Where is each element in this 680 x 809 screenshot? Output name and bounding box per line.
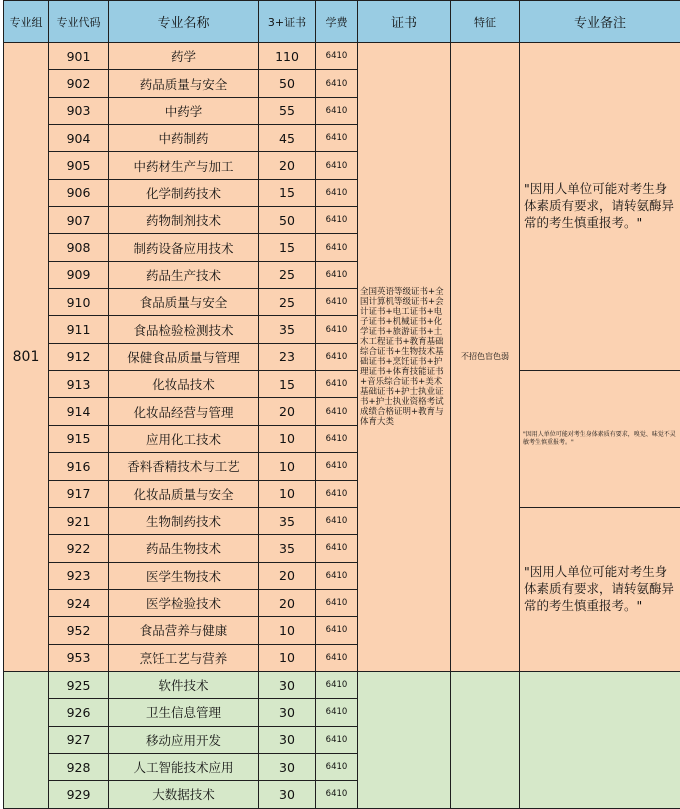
major-code: 923	[49, 562, 109, 589]
header-certificate: 证书	[358, 1, 451, 43]
major-code: 927	[49, 726, 109, 753]
major-code: 907	[49, 207, 109, 234]
major-name: 卫生信息管理	[109, 699, 259, 726]
major-name: 大数据技术	[109, 781, 259, 808]
quota: 55	[259, 97, 316, 124]
quota: 20	[259, 589, 316, 616]
table-row	[4, 507, 680, 534]
major-code: 929	[49, 781, 109, 808]
tuition-fee: 6410	[316, 589, 358, 616]
header-trait: 特征	[451, 1, 520, 43]
major-name: 药品生物技术	[109, 535, 259, 562]
quota: 10	[259, 617, 316, 644]
tuition-fee: 6410	[316, 425, 358, 452]
tuition-fee: 6410	[316, 753, 358, 780]
quota: 10	[259, 453, 316, 480]
major-name: 保健食品质量与管理	[109, 343, 259, 370]
group-801-body	[4, 43, 680, 672]
quota: 50	[259, 207, 316, 234]
table-row	[4, 671, 680, 698]
group-2-body	[4, 671, 680, 808]
tuition-fee: 6410	[316, 644, 358, 671]
tuition-fee: 6410	[316, 507, 358, 534]
header-quota: 3+证书	[259, 1, 316, 43]
quota: 45	[259, 125, 316, 152]
major-code: 908	[49, 234, 109, 261]
tuition-fee: 6410	[316, 261, 358, 288]
quota: 20	[259, 562, 316, 589]
tuition-fee: 6410	[316, 125, 358, 152]
major-code: 915	[49, 425, 109, 452]
tuition-fee: 6410	[316, 234, 358, 261]
major-code: 910	[49, 289, 109, 316]
quota: 30	[259, 699, 316, 726]
quota: 15	[259, 371, 316, 398]
major-code: 914	[49, 398, 109, 425]
major-code: 912	[49, 343, 109, 370]
quota: 15	[259, 179, 316, 206]
tuition-fee: 6410	[316, 671, 358, 698]
tuition-fee: 6410	[316, 617, 358, 644]
major-note-3: "因用人单位可能对考生身体素质有要求，请转氨酶异常的考生慎重报考。"	[520, 507, 680, 671]
quota: 35	[259, 535, 316, 562]
major-name: 药学	[109, 43, 259, 70]
certificate-requirements-2	[358, 671, 451, 808]
major-name: 医学生物技术	[109, 562, 259, 589]
major-code: 901	[49, 43, 109, 70]
header-code: 专业代码	[49, 1, 109, 43]
major-code: 928	[49, 753, 109, 780]
major-name: 化学制药技术	[109, 179, 259, 206]
header-group: 专业组	[4, 1, 49, 43]
major-name: 化妆品经营与管理	[109, 398, 259, 425]
major-note-4	[520, 671, 680, 808]
major-name: 药物制剂技术	[109, 207, 259, 234]
major-name: 移动应用开发	[109, 726, 259, 753]
quota: 25	[259, 289, 316, 316]
quota: 25	[259, 261, 316, 288]
major-name: 药品生产技术	[109, 261, 259, 288]
quota: 50	[259, 70, 316, 97]
major-code: 917	[49, 480, 109, 507]
major-name: 烹饪工艺与营养	[109, 644, 259, 671]
major-name: 食品检验检测技术	[109, 316, 259, 343]
tuition-fee: 6410	[316, 207, 358, 234]
major-code: 911	[49, 316, 109, 343]
major-code: 904	[49, 125, 109, 152]
quota: 20	[259, 152, 316, 179]
major-name: 化妆品质量与安全	[109, 480, 259, 507]
tuition-fee: 6410	[316, 562, 358, 589]
table-row	[4, 371, 680, 398]
header-name: 专业名称	[109, 1, 259, 43]
major-code: 906	[49, 179, 109, 206]
major-code: 916	[49, 453, 109, 480]
tuition-fee: 6410	[316, 726, 358, 753]
major-name: 中药材生产与加工	[109, 152, 259, 179]
quota: 30	[259, 671, 316, 698]
tuition-fee: 6410	[316, 343, 358, 370]
major-note-1: "因用人单位可能对考生身体素质有要求，请转氨酶异常的考生慎重报考。"	[520, 43, 680, 371]
tuition-fee: 6410	[316, 43, 358, 70]
major-name: 中药学	[109, 97, 259, 124]
tuition-fee: 6410	[316, 699, 358, 726]
header-notes: 专业备注	[520, 1, 680, 43]
tuition-fee: 6410	[316, 371, 358, 398]
tuition-fee: 6410	[316, 398, 358, 425]
major-name: 医学检验技术	[109, 589, 259, 616]
major-name: 化妆品技术	[109, 371, 259, 398]
major-code: 909	[49, 261, 109, 288]
major-code: 921	[49, 507, 109, 534]
major-name: 食品营养与健康	[109, 617, 259, 644]
quota: 10	[259, 425, 316, 452]
major-code: 926	[49, 699, 109, 726]
major-code: 902	[49, 70, 109, 97]
tuition-fee: 6410	[316, 480, 358, 507]
major-name: 中药制药	[109, 125, 259, 152]
major-name: 应用化工技术	[109, 425, 259, 452]
tuition-fee: 6410	[316, 179, 358, 206]
quota: 10	[259, 480, 316, 507]
major-name: 药品质量与安全	[109, 70, 259, 97]
quota: 30	[259, 726, 316, 753]
quota: 20	[259, 398, 316, 425]
group-id: 801	[4, 43, 49, 672]
major-code: 922	[49, 535, 109, 562]
tuition-fee: 6410	[316, 316, 358, 343]
tuition-fee: 6410	[316, 97, 358, 124]
quota: 110	[259, 43, 316, 70]
quota: 23	[259, 343, 316, 370]
header-fee: 学费	[316, 1, 358, 43]
major-code: 905	[49, 152, 109, 179]
major-name: 生物制药技术	[109, 507, 259, 534]
table-row	[4, 43, 680, 70]
quota: 15	[259, 234, 316, 261]
tuition-fee: 6410	[316, 453, 358, 480]
major-name: 食品质量与安全	[109, 289, 259, 316]
certificate-requirements: 全国英语等级证书+全国计算机等级证书+会计证书+电工证书+电子证书+机械证书+化学证书+旅游证书+土木工程证书+教育基础综合证书+生物技术基础证书+烹饪证书+护理证书+体育技能证书+音乐综合证书+美术基础证书+护士执业证书+护士执业资格考试成绩合格证明+教育与体育大类	[358, 43, 451, 672]
group-id-2	[4, 671, 49, 808]
major-name: 香料香精技术与工艺	[109, 453, 259, 480]
quota: 10	[259, 644, 316, 671]
major-name: 人工智能技术应用	[109, 753, 259, 780]
tuition-fee: 6410	[316, 535, 358, 562]
major-name: 制药设备应用技术	[109, 234, 259, 261]
trait-restriction-2	[451, 671, 520, 808]
major-code: 952	[49, 617, 109, 644]
quota: 35	[259, 316, 316, 343]
header-row	[4, 1, 680, 43]
major-name: 软件技术	[109, 671, 259, 698]
major-code: 953	[49, 644, 109, 671]
tuition-fee: 6410	[316, 289, 358, 316]
major-code: 903	[49, 97, 109, 124]
major-code: 913	[49, 371, 109, 398]
tuition-fee: 6410	[316, 781, 358, 808]
quota: 35	[259, 507, 316, 534]
major-code: 924	[49, 589, 109, 616]
tuition-fee: 6410	[316, 70, 358, 97]
major-note-2: "因用人单位可能对考生身体素质有要求，嗅觉、味觉不灵敏考生慎重报考。"	[520, 371, 680, 508]
quota: 30	[259, 781, 316, 808]
major-code: 925	[49, 671, 109, 698]
tuition-fee: 6410	[316, 152, 358, 179]
trait-restriction: 不招色盲色弱	[451, 43, 520, 672]
quota: 30	[259, 753, 316, 780]
enrollment-table	[3, 0, 680, 809]
